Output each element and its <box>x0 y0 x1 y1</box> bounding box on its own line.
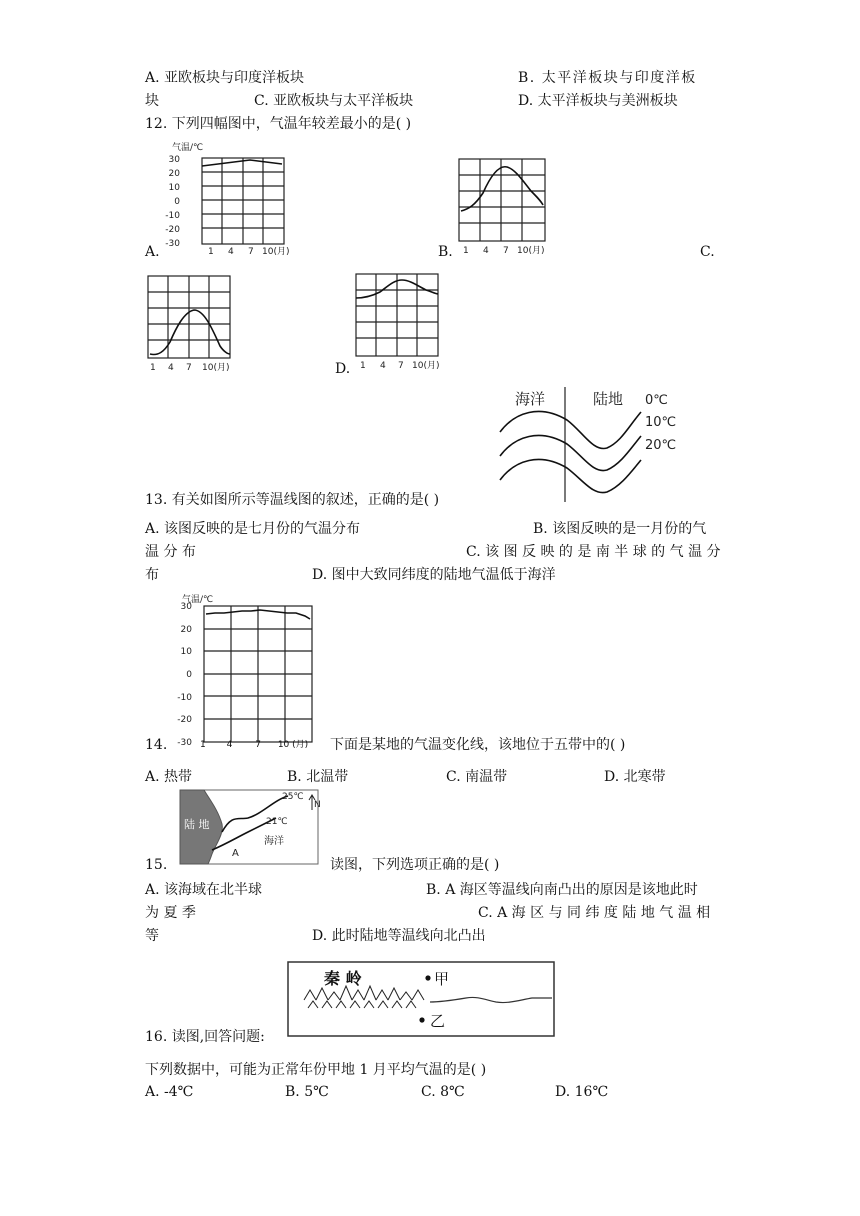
q14-option-a: A. 热带 <box>145 769 193 785</box>
q12-chart-a-ytick-0: 0 <box>174 197 180 207</box>
q12-chart-a-ytick-10: 10 <box>168 183 180 193</box>
q16-river <box>430 997 552 1002</box>
q12-chart-b-curve <box>461 167 543 211</box>
q15-north-label: N <box>314 800 321 810</box>
q14-stem-number: 14. <box>145 737 168 753</box>
q12-chart-b-xtick-4: 4 <box>483 246 489 256</box>
q13-option-c-continuation: 布 <box>145 567 159 583</box>
q15-iso25-label: 25℃ <box>282 792 304 802</box>
q14-xtick-4: 4 <box>226 740 233 750</box>
q12-chart-c <box>144 272 244 377</box>
q16-sub-question: 下列数据中，可能为正常年份甲地 1 月平均气温的是( ) <box>145 1062 487 1078</box>
q12-chart-a-ytick-m20: -20 <box>165 225 180 235</box>
q12-chart-a-ytick-m30: -30 <box>165 239 180 249</box>
q14-chart-ylabel: 气温/℃ <box>182 595 214 605</box>
q11-option-b-continuation: 块 <box>145 93 159 109</box>
q16-option-b: B. 5℃ <box>285 1084 329 1100</box>
q12-chart-a <box>162 140 297 260</box>
q13-land-label: 陆地 <box>593 390 624 408</box>
q16-point-yi <box>419 1017 424 1022</box>
q12-chart-a-curve <box>202 160 282 166</box>
q12-chart-d-xtick-7: 7 <box>398 361 404 371</box>
q12-stem: 12. 下列四幅图中，气温年较差最小的是( ) <box>145 116 412 132</box>
q16-point-jia <box>425 975 430 980</box>
q12-chart-a-xtick-7: 7 <box>248 247 254 257</box>
q12-chart-c-xtick-7: 7 <box>186 363 192 373</box>
q16-option-d: D. 16℃ <box>555 1084 609 1100</box>
q12-chart-b <box>455 155 565 260</box>
q14-option-b: B. 北温带 <box>287 769 349 785</box>
q16-option-a: A. -4℃ <box>145 1084 194 1100</box>
q15-option-b-continuation: 为 夏 季 <box>145 905 196 921</box>
q15-point-a-label: A <box>232 848 239 859</box>
q15-option-d: D. 此时陆地等温线向北凸出 <box>312 928 486 944</box>
q14-ytick-0: 0 <box>186 670 192 680</box>
q14-ytick-m20: -20 <box>177 715 192 725</box>
q13-option-c: C. 该 图 反 映 的 是 南 半 球 的 气 温 分 <box>466 544 721 560</box>
q12-chart-b-xtick-10: 10(月) <box>517 246 545 256</box>
q16-qinling-figure <box>282 950 562 1042</box>
q13-isotherm-0 <box>500 411 641 448</box>
q14-option-d: D. 北寒带 <box>604 769 666 785</box>
q12-chart-d-xtick-4: 4 <box>380 361 386 371</box>
q15-option-c-continuation: 等 <box>145 928 159 944</box>
q12-chart-a-xtick-4: 4 <box>228 247 234 257</box>
q16-mountain-label: 秦 岭 <box>324 969 362 988</box>
q12-chart-c-xtick-1: 1 <box>150 363 156 373</box>
q15-sea-isotherm-figure <box>178 788 323 868</box>
q12-chart-a-ytick-m10: -10 <box>165 211 180 221</box>
q12-label-d: D. <box>335 361 351 377</box>
q13-ocean-label: 海洋 <box>515 390 546 408</box>
q13-stem: 13. 有关如图所示等温线图的叙述，正确的是( ) <box>145 492 440 508</box>
q12-chart-a-ylabel: 气温/℃ <box>172 143 204 153</box>
q12-chart-d <box>352 270 462 375</box>
q13-iso10-label: 10℃ <box>645 415 677 430</box>
q13-option-a: A. 该图反映的是七月份的气温分布 <box>145 521 361 537</box>
q12-chart-b-xtick-7: 7 <box>503 246 509 256</box>
q15-stem: 读图，下列选项正确的是( ) <box>330 857 500 873</box>
q12-chart-d-xtick-1: 1 <box>360 361 366 371</box>
q14-option-c: C. 南温带 <box>446 769 508 785</box>
q15-iso21-label: 21℃ <box>266 817 288 827</box>
q12-chart-a-yticks <box>165 155 180 249</box>
q14-temperature-chart <box>170 592 330 752</box>
q14-stem: 下面是某地的气温变化线，该地位于五带中的( ) <box>330 737 626 753</box>
q16-jia-label: 甲 <box>434 970 450 988</box>
q16-stem: 16. 读图,回答问题: <box>145 1029 265 1045</box>
q12-chart-a-ytick-30: 30 <box>168 155 180 165</box>
q14-ytick-30: 30 <box>180 602 192 612</box>
q13-option-b: B. 该图反映的是一月份的气 <box>533 521 707 537</box>
q13-iso20-label: 20℃ <box>645 438 677 453</box>
q12-chart-a-xtick-10: 10(月) <box>262 247 290 257</box>
q14-xtick-7: 7 <box>255 740 261 750</box>
q11-option-c: C. 亚欧板块与太平洋板块 <box>254 93 414 109</box>
q14-xtick-1: 1 <box>200 740 206 750</box>
q13-option-d: D. 图中大致同纬度的陆地气温低于海洋 <box>312 567 556 583</box>
q16-option-c: C. 8℃ <box>421 1084 465 1100</box>
q16-yi-label: 乙 <box>430 1012 446 1030</box>
q12-chart-d-xtick-10: 10(月) <box>412 361 440 371</box>
q14-ytick-m30: -30 <box>177 738 192 748</box>
q15-ocean-label: 海洋 <box>264 836 284 847</box>
q12-label-b: B. <box>438 244 453 260</box>
q14-xtick-10: 10 <box>277 740 290 750</box>
q13-isotherm-20 <box>500 459 641 492</box>
q11-option-a: A. 亚欧板块与印度洋板块 <box>145 70 305 86</box>
q12-label-a: A. <box>145 244 160 260</box>
q14-xtick-month: (月) <box>292 740 309 750</box>
q12-chart-a-ytick-20: 20 <box>168 169 180 179</box>
q12-chart-c-xtick-4: 4 <box>168 363 174 373</box>
q12-chart-b-xtick-1: 1 <box>463 246 469 256</box>
q14-ytick-20: 20 <box>180 625 192 635</box>
q15-land-label: 陆 地 <box>184 818 210 831</box>
q12-label-c: C. <box>700 244 715 260</box>
q12-chart-c-curve <box>150 310 230 355</box>
q15-option-b: B. A 海区等温线向南凸出的原因是该地此时 <box>426 882 698 898</box>
q12-chart-c-xtick-10: 10(月) <box>202 363 230 373</box>
q13-isotherm-10 <box>500 435 641 470</box>
q15-option-c: C. A 海 区 与 同 纬 度 陆 地 气 温 相 <box>478 905 711 921</box>
q13-option-b-continuation: 温 分 布 <box>145 544 196 560</box>
q14-ytick-10: 10 <box>180 647 192 657</box>
q13-iso0-label: 0℃ <box>645 393 668 408</box>
q15-stem-number: 15. <box>145 857 168 873</box>
q12-chart-a-xtick-1: 1 <box>208 247 214 257</box>
mountain-range-icon <box>304 986 424 1008</box>
q11-option-d: D. 太平洋板块与美洲板块 <box>518 93 678 109</box>
q11-option-b: B. 太平洋板块与印度洋板 <box>518 70 697 86</box>
q14-chart-xticks <box>200 740 308 750</box>
q14-ytick-m10: -10 <box>177 693 192 703</box>
q13-isotherm-figure <box>495 382 695 504</box>
q15-option-a: A. 该海域在北半球 <box>145 882 263 898</box>
